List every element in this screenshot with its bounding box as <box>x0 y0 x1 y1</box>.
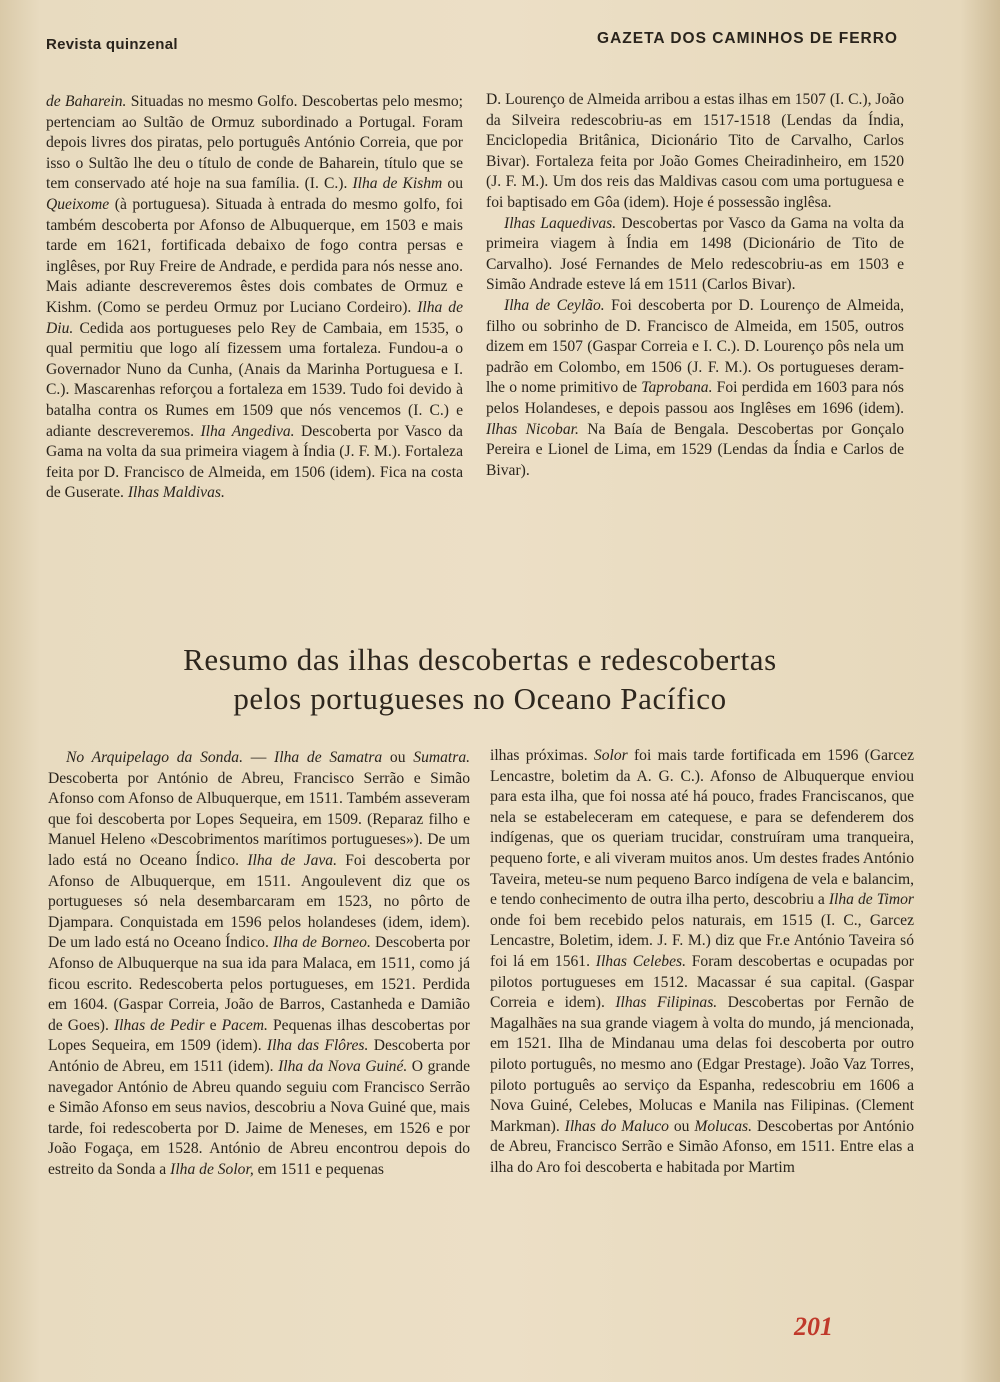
text-run: O grande navegador António de Abreu quando seguiu com Francisco Serrão e Simão Afonso em seus navios, descobriu a Nova Guiné que, mais tarde, foi redescoberta por D. Jaime de Meneses, em 1526 e por João Fogaça, em 1528. António de Abreu encontrou depois do estreito da Sonda a <box>48 1057 471 1178</box>
paragraph <box>46 92 463 504</box>
text-run: Descoberta por António de Abreu, Francisco Serrão e Simão Afonso com Afonso de Albuquerque, em 1511. Também asseveram que foi descoberta por Lopes Sequeira, em 1509. (Reparaz filho e Manuel Heleno «Descobrimentos marítimos portugueses»). De um lado está no Oceano Índico. <box>48 769 470 869</box>
text-run: Foram descobertas e ocupadas por pilotos portugueses em 1512. Macassar é sua capital. (Gaspar Correia e idem). <box>490 952 914 1012</box>
bottom-right-column <box>490 746 914 1178</box>
text-run: Situadas no mesmo Golfo. Descobertas pelo mesmo; pertenciam ao Sultão de Ormuz subordinado a Portugal. Foram depois livres dos piratas, pelo português António Correia, que por isso o Sultão lhe deu o título de conde de Baharein, título que se tem conservado até hoje na sua família. (I. C.). <box>46 93 463 193</box>
text-run: Descoberta por Afonso de Albuquerque na sua ida para Malaca, em 1511, como já ficou escrito. Redescoberta pelos portugueses, em 1521. Perdida em 1604. (Gaspar Correia, João de Barros, Castanheda e Damião de Goes). <box>48 934 470 1034</box>
page-number: 201 <box>794 1312 833 1341</box>
italic-run: Ilha de Kishm <box>352 175 443 193</box>
text-run: ou <box>442 175 463 193</box>
text-run: Descobertas por Vasco da Gama na volta da primeira viagem à Índia em 1498 (Dicionário de Tito de Carvalho). José Fernandes de Melo redescobriu-as em 1503 e Simão Andrade esteve lá em 1511 (Carlos Bivar). <box>486 214 904 294</box>
text-run: Foi descoberta por Afonso de Albuquerque, em 1511. Angoulevent diz que os portugueses só nela desembarcaram em 1523, no pôrto de Djampara. Conquistada em 1596 pelos holandeses (idem, idem). De um lado está no Oceano Índico. <box>48 851 471 952</box>
italic-run: Taprobana. <box>641 379 713 397</box>
text-run: Descobertas por António de Abreu, Francisco Serrão e Simão Afonso, em 1511. Entre elas a ilha do Aro foi descoberta e habitada por Martim <box>490 1117 915 1176</box>
paragraph <box>486 214 904 296</box>
italic-run: Pacem. <box>221 1016 268 1034</box>
italic-run: Ilhas Laquedivas. <box>504 214 617 232</box>
italic-run: Solor <box>593 747 628 764</box>
text-run: D. Lourenço de Almeida arribou a estas ilhas em 1507 (I. C.), João da Silveira redescobriu-as em 1517-1518 (Lendas da Índia, Enciclopedia Britânica, Dicionário Tito de Carvalho, Carlos Bivar). Fortaleza feita por João Gomes Cheiradinheiro, em 1520 (J. F. M.). Um dos reis das Maldivas casou com uma portuguesa e foi baptisado em Gôa (idem). Hoje é possessão inglêsa. <box>486 91 904 211</box>
section-title <box>60 640 900 718</box>
italic-run: Molucas. <box>694 1117 752 1135</box>
italic-run: Ilhas Celebes. <box>595 952 686 970</box>
paragraph <box>486 296 904 481</box>
italic-run: Queixome <box>46 195 110 213</box>
italic-run: Ilhas Nicobar. <box>486 420 579 438</box>
italic-run: Ilhas Maldivas. <box>127 484 225 502</box>
italic-run: Sumatra. <box>413 749 471 766</box>
italic-run: Ilha de Ceylão. <box>504 296 605 314</box>
text-run: ou <box>382 749 414 766</box>
italic-run: Ilhas Filipinas. <box>615 994 718 1012</box>
bottom-left-column <box>48 748 470 1180</box>
paragraph <box>490 746 914 1178</box>
text-run: ilhas próximas. <box>490 747 594 764</box>
text-run: Descoberta por António de Abreu, em 1511 (idem). <box>48 1037 470 1075</box>
paragraph <box>486 90 904 214</box>
text-run: Pequenas ilhas descobertas por Lopes Sequeira, em 1509 (idem). <box>48 1016 470 1055</box>
italic-run: Ilhas de Pedir <box>113 1016 205 1034</box>
header-left: Revista quinzenal <box>46 36 178 53</box>
text-run: ou <box>668 1117 695 1135</box>
header-right: GAZETA DOS CAMINHOS DE FERRO <box>597 30 898 47</box>
italic-run: Ilha das Flôres. <box>266 1037 369 1055</box>
text-run: (à portuguesa). Situada à entrada do mesmo golfo, foi também descoberta por Afonso de Albuquerque, em 1503 e mais tarde em 1621, fortificada debaixo de fogo contra persas e inglêses, por Ruy Freire de Andrade, e perdida para nós nesse ano. Mais adiante descreveremos êstes dois combates de Ormuz e Kishm. (Como se perdeu Ormuz por Luciano Cordeiro). <box>46 195 463 316</box>
italic-run: Ilha de Java. <box>247 851 337 869</box>
section-title-line1: Resumo das ilhas descobertas e redescobertas <box>183 642 777 677</box>
italic-run: Ilha de Solor, <box>170 1160 254 1178</box>
top-left-column <box>46 92 463 504</box>
italic-run: Ilhas do Maluco <box>564 1117 669 1135</box>
text-run: Cedida aos portugueses pelo Rey de Cambaia, em 1535, o qual permitiu que logo alí fizessem uma fortaleza. Fundou-a o Governador Nuno da Cunha, (Anais da Marinha Portuguesa e I. C.). Mascarenhas reforçou a fortaleza em 1539. Tudo foi devido à batalha contra os Rumes em 1509 que nós vencemos (I. C.) e adiante descreveremos. <box>46 319 463 440</box>
text-run: Descobertas por Fernão de Magalhães na sua grande viagem à volta do mundo, já mencionada, em 1521. Ilha de Mindanau uma delas foi descoberta por outro piloto português, no mesmo ano (Edgar Prestage). João Vaz Torres, piloto português ao serviço da Espanha, redescobriu em 1606 a Nova Guiné, Celebes, Molucas e Manila nas Filipinas. (Clement Markman). <box>490 994 914 1135</box>
text-run: Descoberta por Vasco da Gama na volta da sua primeira viagem à Índia (J. F. M.). Fortaleza feita por D. Francisco de Almeida, em 1506 (idem). Fica na costa de Guserate. <box>46 422 463 502</box>
italic-run: Ilha de Samatra <box>274 749 383 766</box>
text-run: Na Baía de Bengala. Descobertas por Gonçalo Pereira e Lionel de Lima, em 1529 (Lendas da Índia e Carlos de Bivar). <box>486 420 904 479</box>
italic-run: Ilha de Diu. <box>46 298 463 337</box>
text-run: foi mais tarde fortificada em 1596 (Garcez Lencastre, boletim da A. G. C.). Afonso de Albuquerque enviou para esta ilha, que foi nossa até há pouco, frades Franciscanos, que nela se estabeleceram em catequese, e para se defenderem dos indígenas, que os queriam trucidar, construíram uma tranqueira, pequeno forte, e ali viveram muitos anos. Um destes frades António Taveira, meteu-se num pequeno Barco indígena de vela e balancim, e tendo conhecimento de outra ilha perto, descobriu a <box>490 747 915 909</box>
paragraph <box>48 748 470 1180</box>
italic-run: de Baharein. <box>46 93 127 110</box>
section-title-line2: pelos portugueses no Oceano Pacífico <box>233 681 727 716</box>
text-run: em 1511 e pequenas <box>253 1160 384 1178</box>
italic-run: Ilha Angediva. <box>200 422 295 440</box>
text-run: — <box>242 749 275 766</box>
text-run: Foi perdida em 1603 para nós pelos Holandeses, e depois passou aos Inglêses em 1696 (idem). <box>486 379 904 417</box>
text-run: Foi descoberta por D. Lourenço de Almeida, filho ou sobrinho de D. Francisco de Almeida, em 1505, outros dizem em 1507 (Gaspar Correia e I. C.). D. Lourenço pôs nela um padrão em Colombo, em 1506 (J. F. M.). Os portugueses deram-lhe o nome primitivo de <box>486 296 905 397</box>
italic-run: Ilha de Borneo. <box>272 934 371 952</box>
italic-run: Ilha da Nova Guiné. <box>278 1057 408 1075</box>
italic-run: No Arquipelago da Sonda. <box>66 749 243 766</box>
italic-run: Ilha de Timor <box>828 891 914 909</box>
text-run: e <box>204 1016 222 1034</box>
top-right-column <box>486 90 904 481</box>
text-run: onde foi bem recebido pelos naturais, em 1515 (I. C., Garcez Lencastre, Boletim, idem. J. F. M.) diz que Fr.e António Taveira só foi lá em 1561. <box>490 911 914 970</box>
